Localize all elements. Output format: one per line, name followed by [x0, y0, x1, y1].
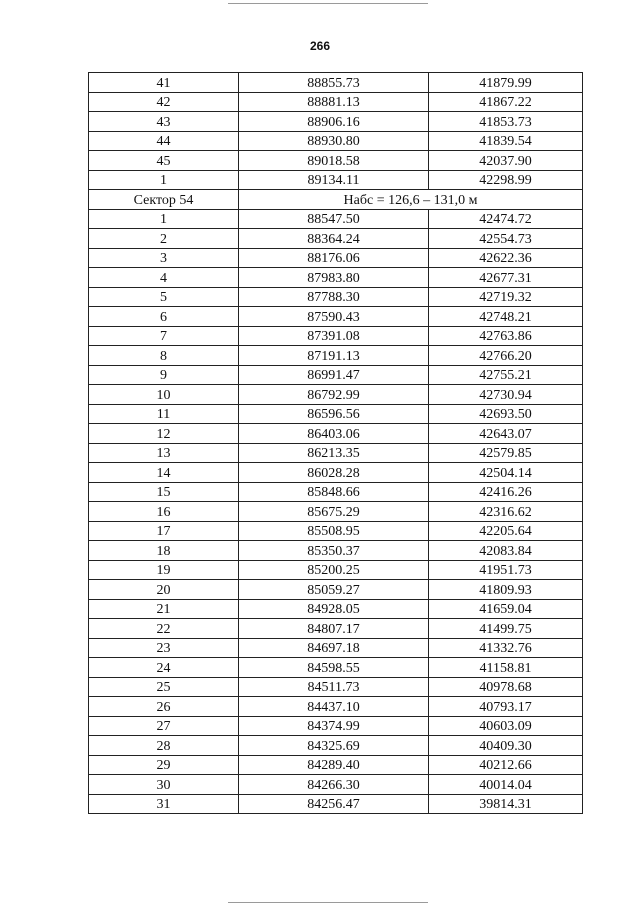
point-number-cell: 21: [89, 599, 239, 619]
point-number-cell: 12: [89, 424, 239, 444]
x-coordinate-cell: 88881.13: [239, 92, 429, 112]
y-coordinate-cell: 42677.31: [429, 268, 583, 288]
x-coordinate-cell: 89134.11: [239, 170, 429, 190]
point-number-cell: 41: [89, 73, 239, 93]
y-coordinate-cell: 42748.21: [429, 307, 583, 327]
table-row: [89, 638, 583, 658]
table-row: [89, 346, 583, 366]
y-coordinate-cell: 41879.99: [429, 73, 583, 93]
point-number-cell: 2: [89, 229, 239, 249]
x-coordinate-cell: 85350.37: [239, 541, 429, 561]
x-coordinate-cell: 84807.17: [239, 619, 429, 639]
x-coordinate-cell: 85675.29: [239, 502, 429, 522]
x-coordinate-cell: 87391.08: [239, 326, 429, 346]
y-coordinate-cell: 40409.30: [429, 736, 583, 756]
sector-label: Сектор 54: [89, 190, 239, 210]
table-row: [89, 697, 583, 717]
sector-height-range: Набс = 126,6 – 131,0 м: [239, 190, 583, 210]
point-number-cell: 3: [89, 248, 239, 268]
y-coordinate-cell: 41809.93: [429, 580, 583, 600]
table-row: [89, 560, 583, 580]
x-coordinate-cell: 85508.95: [239, 521, 429, 541]
point-number-cell: 28: [89, 736, 239, 756]
y-coordinate-cell: 40978.68: [429, 677, 583, 697]
y-coordinate-cell: 42416.26: [429, 482, 583, 502]
table-row: [89, 209, 583, 229]
y-coordinate-cell: 41332.76: [429, 638, 583, 658]
point-number-cell: 13: [89, 443, 239, 463]
x-coordinate-cell: 87788.30: [239, 287, 429, 307]
point-number-cell: 30: [89, 775, 239, 795]
x-coordinate-cell: 84511.73: [239, 677, 429, 697]
x-coordinate-cell: 88930.80: [239, 131, 429, 151]
y-coordinate-cell: 42083.84: [429, 541, 583, 561]
x-coordinate-cell: 84437.10: [239, 697, 429, 717]
point-number-cell: 10: [89, 385, 239, 405]
x-coordinate-cell: 88855.73: [239, 73, 429, 93]
point-number-cell: 27: [89, 716, 239, 736]
point-number-cell: 19: [89, 560, 239, 580]
y-coordinate-cell: 40212.66: [429, 755, 583, 775]
sector-header-row: [89, 190, 583, 210]
table-row: [89, 151, 583, 171]
x-coordinate-cell: 88547.50: [239, 209, 429, 229]
y-coordinate-cell: 42755.21: [429, 365, 583, 385]
point-number-cell: 6: [89, 307, 239, 327]
y-coordinate-cell: 42730.94: [429, 385, 583, 405]
table-row: [89, 268, 583, 288]
table-row: [89, 541, 583, 561]
table-row: [89, 131, 583, 151]
y-coordinate-cell: 42298.99: [429, 170, 583, 190]
x-coordinate-cell: 84928.05: [239, 599, 429, 619]
point-number-cell: 31: [89, 794, 239, 814]
x-coordinate-cell: 88364.24: [239, 229, 429, 249]
point-number-cell: 1: [89, 209, 239, 229]
table-row: [89, 73, 583, 93]
y-coordinate-cell: 42504.14: [429, 463, 583, 483]
x-coordinate-cell: 87590.43: [239, 307, 429, 327]
y-coordinate-cell: 42766.20: [429, 346, 583, 366]
table-row: [89, 599, 583, 619]
y-coordinate-cell: 40603.09: [429, 716, 583, 736]
point-number-cell: 25: [89, 677, 239, 697]
x-coordinate-cell: 84289.40: [239, 755, 429, 775]
table-row: [89, 755, 583, 775]
x-coordinate-cell: 89018.58: [239, 151, 429, 171]
x-coordinate-cell: 88176.06: [239, 248, 429, 268]
table-row: [89, 677, 583, 697]
table-row: [89, 658, 583, 678]
table-row: [89, 463, 583, 483]
y-coordinate-cell: 42579.85: [429, 443, 583, 463]
y-coordinate-cell: 42316.62: [429, 502, 583, 522]
x-coordinate-cell: 87191.13: [239, 346, 429, 366]
point-number-cell: 42: [89, 92, 239, 112]
table-row: [89, 404, 583, 424]
point-number-cell: 14: [89, 463, 239, 483]
x-coordinate-cell: 86403.06: [239, 424, 429, 444]
table-row: [89, 716, 583, 736]
point-number-cell: 1: [89, 170, 239, 190]
table-row: [89, 794, 583, 814]
point-number-cell: 11: [89, 404, 239, 424]
x-coordinate-cell: 84266.30: [239, 775, 429, 795]
y-coordinate-cell: 41158.81: [429, 658, 583, 678]
table-row: [89, 619, 583, 639]
y-coordinate-cell: 42693.50: [429, 404, 583, 424]
y-coordinate-cell: 42622.36: [429, 248, 583, 268]
point-number-cell: 26: [89, 697, 239, 717]
y-coordinate-cell: 42763.86: [429, 326, 583, 346]
y-coordinate-cell: 41659.04: [429, 599, 583, 619]
point-number-cell: 45: [89, 151, 239, 171]
point-number-cell: 5: [89, 287, 239, 307]
point-number-cell: 18: [89, 541, 239, 561]
point-number-cell: 8: [89, 346, 239, 366]
x-coordinate-cell: 86596.56: [239, 404, 429, 424]
table-row: [89, 443, 583, 463]
x-coordinate-cell: 85200.25: [239, 560, 429, 580]
x-coordinate-cell: 86213.35: [239, 443, 429, 463]
x-coordinate-cell: 85848.66: [239, 482, 429, 502]
table-row: [89, 92, 583, 112]
x-coordinate-cell: 84374.99: [239, 716, 429, 736]
y-coordinate-cell: 41853.73: [429, 112, 583, 132]
x-coordinate-cell: 87983.80: [239, 268, 429, 288]
coordinates-table: [88, 72, 583, 814]
point-number-cell: 4: [89, 268, 239, 288]
y-coordinate-cell: 40793.17: [429, 697, 583, 717]
point-number-cell: 17: [89, 521, 239, 541]
y-coordinate-cell: 41951.73: [429, 560, 583, 580]
x-coordinate-cell: 88906.16: [239, 112, 429, 132]
x-coordinate-cell: 84697.18: [239, 638, 429, 658]
table-row: [89, 521, 583, 541]
y-coordinate-cell: 40014.04: [429, 775, 583, 795]
point-number-cell: 44: [89, 131, 239, 151]
table-row: [89, 385, 583, 405]
table-row: [89, 424, 583, 444]
table-row: [89, 248, 583, 268]
y-coordinate-cell: 42643.07: [429, 424, 583, 444]
table-row: [89, 112, 583, 132]
x-coordinate-cell: 86028.28: [239, 463, 429, 483]
table-row: [89, 580, 583, 600]
y-coordinate-cell: 41499.75: [429, 619, 583, 639]
top-scan-rule: [228, 3, 428, 4]
table-row: [89, 502, 583, 522]
y-coordinate-cell: 42037.90: [429, 151, 583, 171]
point-number-cell: 20: [89, 580, 239, 600]
point-number-cell: 7: [89, 326, 239, 346]
table-row: [89, 170, 583, 190]
y-coordinate-cell: 42205.64: [429, 521, 583, 541]
table-row: [89, 775, 583, 795]
table-row: [89, 287, 583, 307]
coordinates-table-body: [89, 73, 583, 814]
x-coordinate-cell: 84256.47: [239, 794, 429, 814]
table-row: [89, 482, 583, 502]
table-row: [89, 307, 583, 327]
y-coordinate-cell: 42474.72: [429, 209, 583, 229]
point-number-cell: 15: [89, 482, 239, 502]
y-coordinate-cell: 41867.22: [429, 92, 583, 112]
point-number-cell: 22: [89, 619, 239, 639]
y-coordinate-cell: 42554.73: [429, 229, 583, 249]
table-row: [89, 326, 583, 346]
x-coordinate-cell: 84325.69: [239, 736, 429, 756]
point-number-cell: 9: [89, 365, 239, 385]
x-coordinate-cell: 85059.27: [239, 580, 429, 600]
point-number-cell: 43: [89, 112, 239, 132]
y-coordinate-cell: 42719.32: [429, 287, 583, 307]
point-number-cell: 24: [89, 658, 239, 678]
x-coordinate-cell: 86792.99: [239, 385, 429, 405]
table-row: [89, 736, 583, 756]
y-coordinate-cell: 39814.31: [429, 794, 583, 814]
point-number-cell: 29: [89, 755, 239, 775]
page-number: 266: [309, 39, 331, 53]
x-coordinate-cell: 86991.47: [239, 365, 429, 385]
table-row: [89, 365, 583, 385]
bottom-scan-rule: [228, 902, 428, 903]
x-coordinate-cell: 84598.55: [239, 658, 429, 678]
table-row: [89, 229, 583, 249]
point-number-cell: 16: [89, 502, 239, 522]
point-number-cell: 23: [89, 638, 239, 658]
y-coordinate-cell: 41839.54: [429, 131, 583, 151]
